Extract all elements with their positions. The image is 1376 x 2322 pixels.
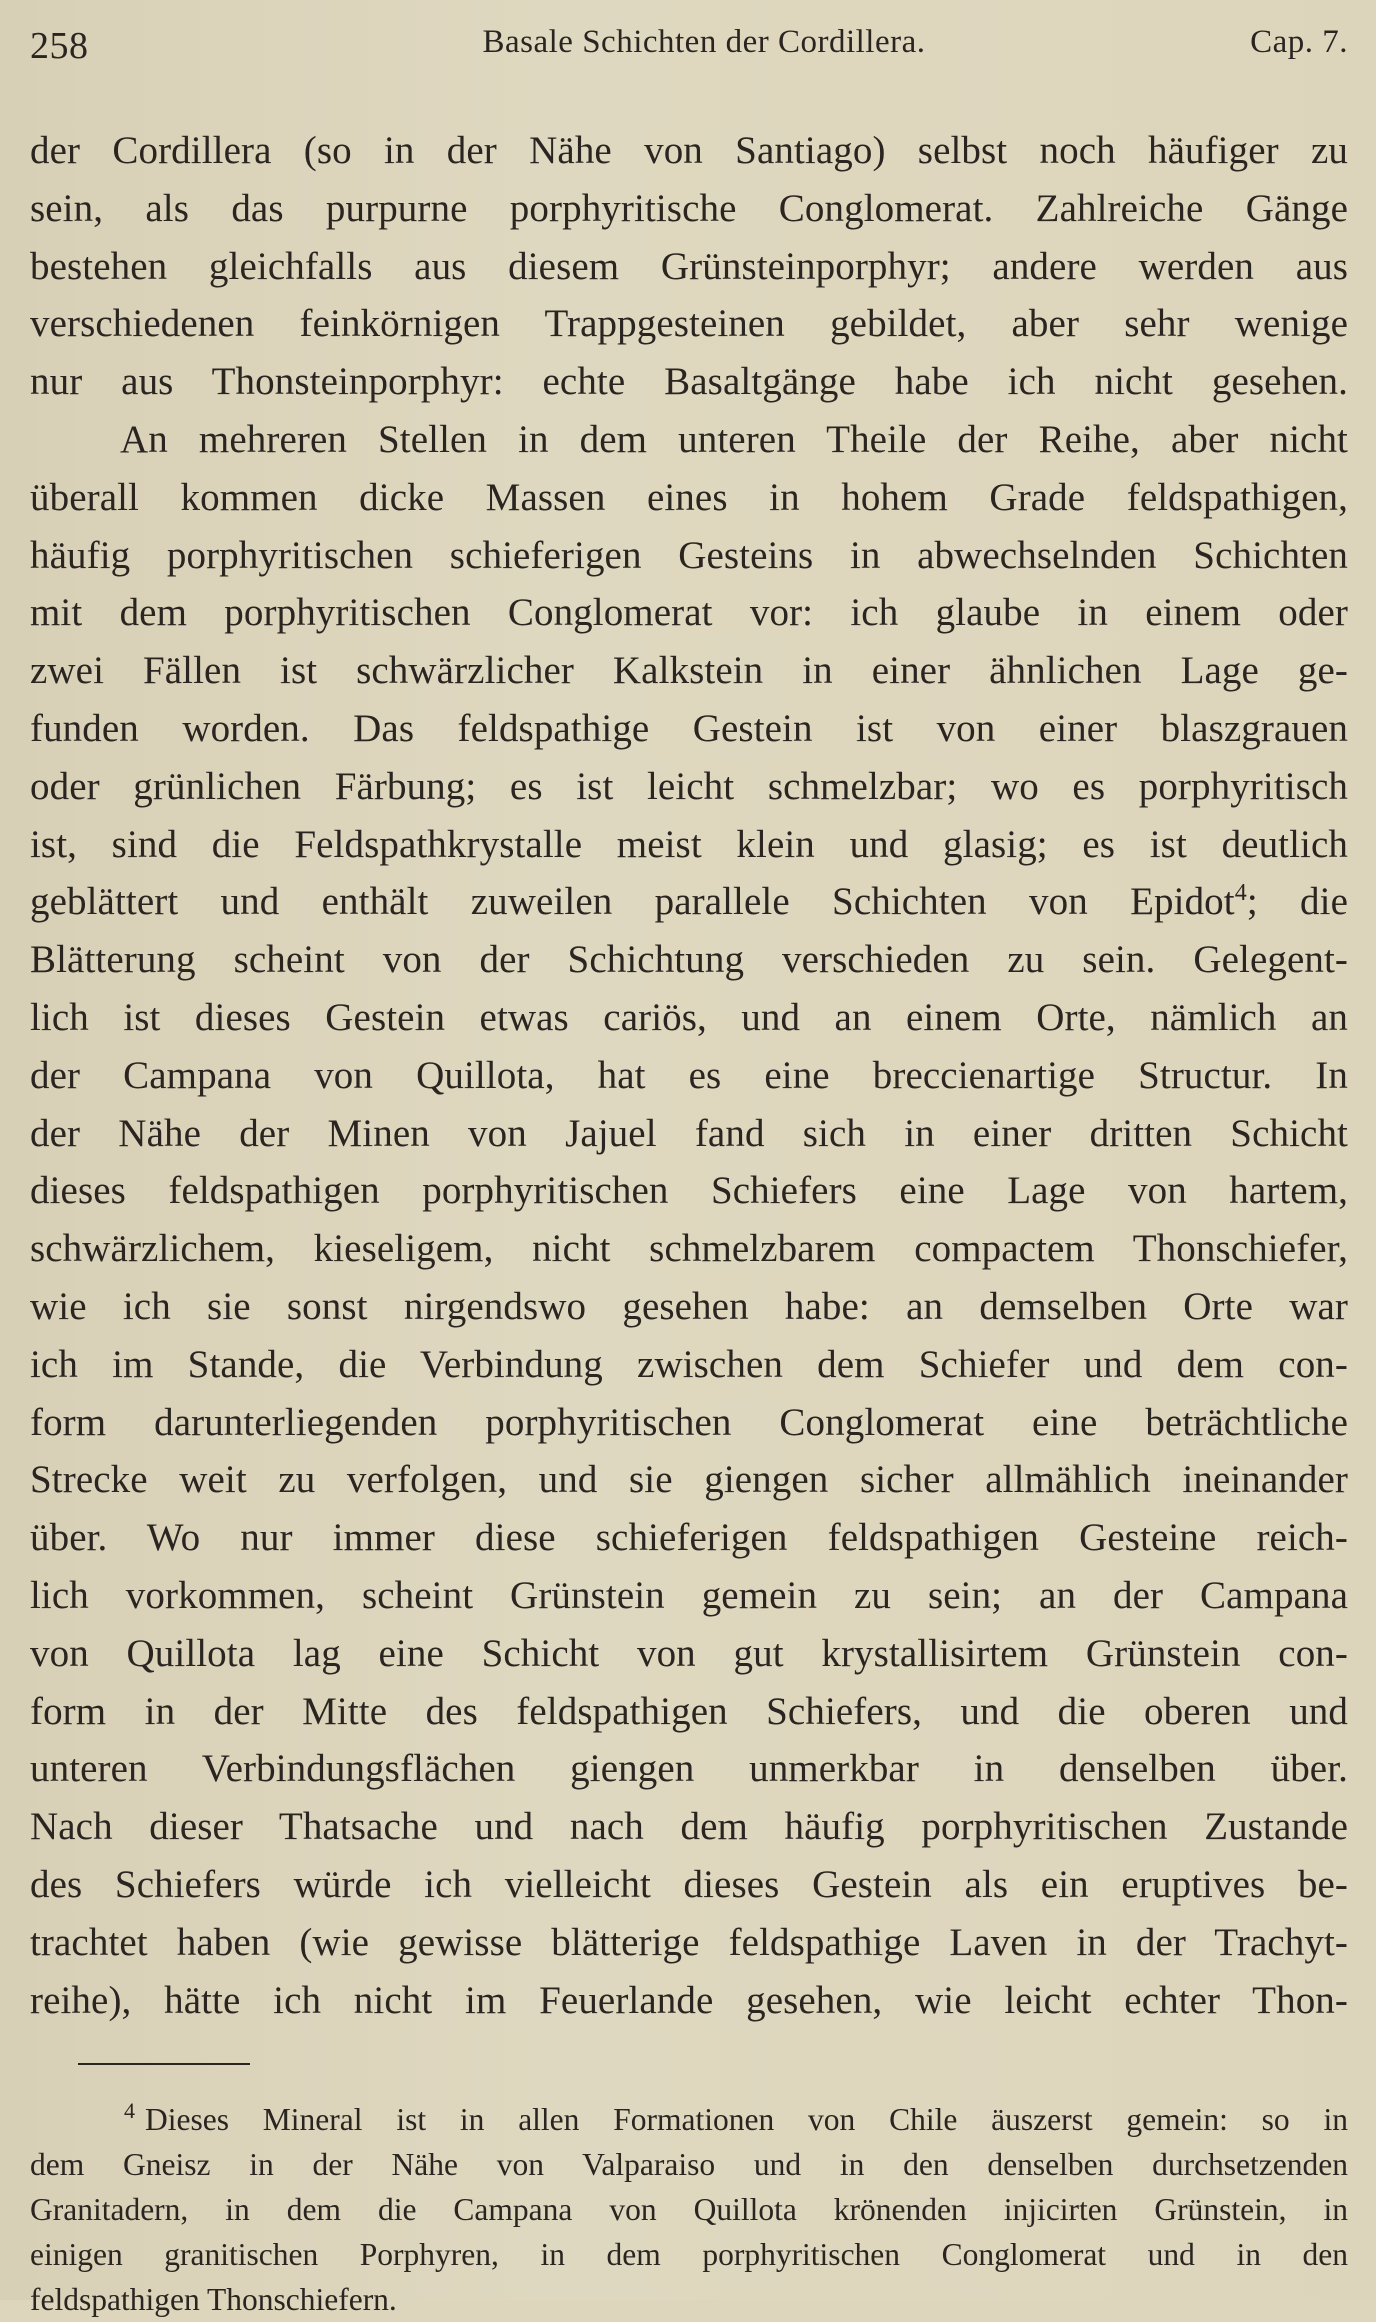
text-line: reihe), hätte ich nicht im Feuerlande gesehen, wie leicht echter Thon- [30, 1978, 1348, 2022]
text-line: Strecke weit zu verfolgen, und sie giengen sicher allmählich ineinander [30, 1458, 1348, 1502]
footnote-line: dem Gneisz in der Nähe von Valparaiso und in den denselben durchsetzenden [30, 2147, 1348, 2183]
text-line: dieses feldspathigen porphyritischen Schiefers eine Lage von hartem, [30, 1169, 1348, 1213]
text-line: sein, als das purpurne porphyritische Conglomerat. Zahlreiche Gänge [30, 186, 1348, 230]
text-line: des Schiefers würde ich vielleicht dieses Gestein als ein eruptives be- [30, 1862, 1348, 1906]
text-line: lich vorkommen, scheint Grünstein gemein zu sein; an der Campana [30, 1573, 1348, 1617]
footnote-line: feldspathigen Thonschiefern. [30, 2282, 397, 2318]
footnote-reference[interactable]: 4 [1234, 880, 1247, 907]
body-text [30, 122, 1348, 2029]
text-line: form darunterliegenden porphyritischen Conglomerat eine beträchtliche [30, 1400, 1348, 1444]
text-line-with-footnote [30, 873, 1348, 931]
text-segment: geblättert und enthält zuweilen parallele Schichten von Epidot [30, 880, 1235, 924]
chapter-label: Cap. 7. [1250, 24, 1348, 60]
text-line: ich im Stande, die Verbindung zwischen dem Schiefer und dem con- [30, 1342, 1348, 1386]
text-line: funden worden. Das feldspathige Gestein ist von einer blaszgrauen [30, 706, 1348, 750]
text-line: bestehen gleichfalls aus diesem Grünsteinporphyr; andere werden aus [30, 244, 1348, 288]
footnote-line: Granitadern, in dem die Campana von Quillota krönenden injicirten Grünstein, in [30, 2192, 1348, 2228]
text-segment: ; die [1246, 880, 1349, 924]
text-line: schwärzlichem, kieseligem, nicht schmelzbarem compactem Thonschiefer, [30, 1227, 1348, 1271]
footnote-marker: 4 [124, 2098, 135, 2124]
text-line: oder grünlichen Färbung; es ist leicht schmelzbar; wo es porphyritisch [30, 764, 1348, 808]
footnote-line: einigen granitischen Porphyren, in dem porphyritischen Conglomerat und in den [30, 2237, 1348, 2273]
text-line: wie ich sie sonst nirgendswo gesehen habe: an demselben Orte war [30, 1284, 1348, 1328]
text-line: Nach dieser Thatsache und nach dem häufig porphyritischen Zustande [30, 1805, 1348, 1849]
text-line: verschiedenen feinkörnigen Trappgesteinen gebildet, aber sehr wenige [30, 302, 1348, 346]
text-line: von Quillota lag eine Schicht von gut krystallisirtem Grünstein con- [30, 1631, 1348, 1675]
footnote [30, 2097, 1348, 2322]
footnote-line [30, 2097, 1348, 2142]
text-line: mit dem porphyritischen Conglomerat vor: ich glaube in einem oder [30, 591, 1348, 635]
text-line: der Cordillera (so in der Nähe von Santiago) selbst noch häufiger zu [30, 129, 1348, 172]
page-number: 258 [30, 25, 89, 67]
text-line: überall kommen dicke Massen eines in hohem Grade feldspathigen, [30, 475, 1348, 519]
text-line: der Campana von Quillota, hat es eine breccienartige Structur. In [30, 1053, 1348, 1097]
footnote-text: Dieses Mineral ist in allen Formationen von Chile äuszerst gemein: so in [145, 2102, 1348, 2138]
text-line: häufig porphyritischen schieferigen Gesteins in abwechselnden Schichten [30, 533, 1348, 577]
text-line: über. Wo nur immer diese schieferigen feldspathigen Gesteine reich- [30, 1516, 1348, 1560]
text-line: ist, sind die Feldspathkrystalle meist klein und glasig; es ist deutlich [30, 822, 1348, 866]
text-line: Blätterung scheint von der Schichtung verschieden zu sein. Gelegent- [30, 938, 1348, 982]
text-line: lich ist dieses Gestein etwas cariös, und an einem Orte, nämlich an [30, 995, 1348, 1039]
text-line: unteren Verbindungsflächen giengen unmerkbar in denselben über. [30, 1747, 1348, 1791]
text-line: der Nähe der Minen von Jajuel fand sich in einer dritten Schicht [30, 1111, 1348, 1155]
text-line: form in der Mitte des feldspathigen Schiefers, und die oberen und [30, 1689, 1348, 1733]
text-line: trachtet haben (wie gewisse blätterige feldspathige Laven in der Trachyt- [30, 1920, 1348, 1964]
text-line: nur aus Thonsteinporphyr: echte Basaltgänge habe ich nicht gesehen. [30, 360, 1348, 404]
running-title: Basale Schichten der Cordillera. [482, 24, 926, 60]
footnote-divider [78, 2063, 250, 2065]
text-line: zwei Fällen ist schwärzlicher Kalkstein in einer ähnlichen Lage ge- [30, 649, 1348, 693]
text-line: An mehreren Stellen in dem unteren Theile der Reihe, aber nicht [120, 417, 1348, 461]
page-header [30, 22, 1348, 84]
